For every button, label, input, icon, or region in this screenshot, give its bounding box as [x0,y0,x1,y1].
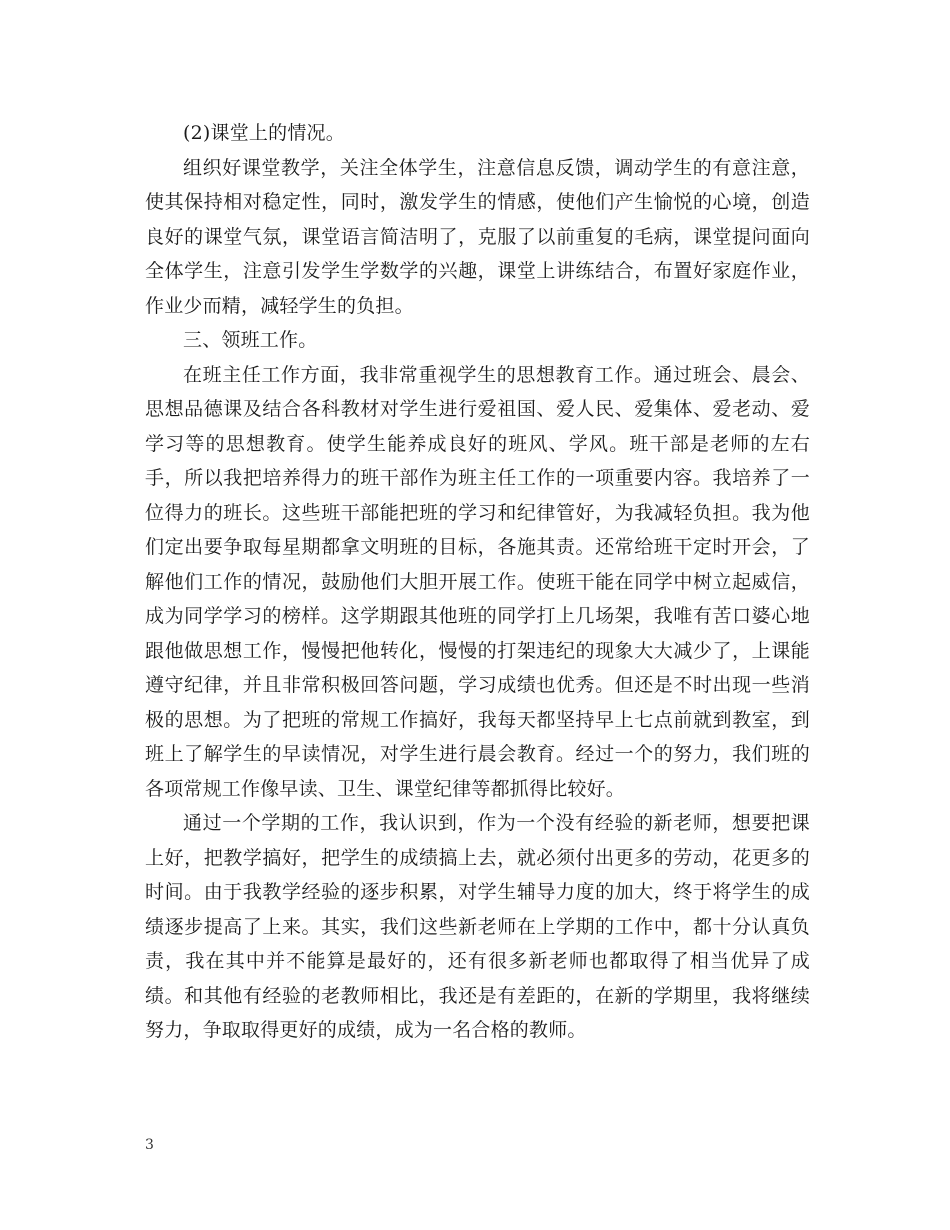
paragraph-class-leading-heading: 三、领班工作。 [183,329,318,351]
paragraph-classroom-heading: (2)课堂上的情况。 [183,122,345,144]
paragraph-head-teacher-work: 在班主任工作方面，我非常重视学生的思想教育工作。通过班会、晨会、思想品德课及结合各科教材对学生进行爱祖国、爱人民、爱集体、爱老动、爱学习等的思想教育。使学生能养成良好的班风、学风。班干部是老师的左右手，所以我把培养得力的班干部作为班主任工作的一项重要内容。我培养了一位得力的班长。这些班干部能把班的学习和纪律管好，为我减轻负担。我为他们定出要争取每星期都拿文明班的目标，各施其责。还常给班干定时开会，了解他们工作的情况，鼓励他们大胆开展工作。使班干能在同学中树立起威信，成为同学学习的榜样。这学期跟其他班的同学打上几场架，我唯有苦口婆心地跟他做思想工作，慢慢把他转化，慢慢的打架违纪的现象大大减少了，上课能遵守纪律，并且非常积极回答问题，学习成绩也优秀。但还是不时出现一些消极的思想。为了把班的常规工作搞好，我每天都坚持早上七点前就到教室，到班上了解学生的早读情况，对学生进行晨会教育。经过一个的努力，我们班的各项常规工作像早读、卫生、课堂纪律等都抓得比较好。 [145,363,810,800]
paragraph-classroom-teaching: 组织好课堂教学，关注全体学生，注意信息反馈，调动学生的有意注意，使其保持相对稳定性，同时，激发学生的情感，使他们产生愉悦的心境，创造良好的课堂气氛，课堂语言简洁明了，克服了以前重复的毛病，课堂提问面向全体学生，注意引发学生学数学的兴趣，课堂上讲练结合，布置好家庭作业，作业少而精，减轻学生的负担。 [145,156,810,317]
page-number: 3 [145,1137,154,1153]
paragraph-semester-summary: 通过一个学期的工作，我认识到，作为一个没有经验的新老师，想要把课上好，把教学搞好，把学生的成绩搞上去，就必须付出更多的劳动，花更多的时间。由于我教学经验的逐步积累，对学生辅导力度的加大，终于将学生的成绩逐步提高了上来。其实，我们这些新老师在上学期的工作中，都十分认真负责，我在其中并不能算是最好的，还有很多新老师也都取得了相当优异了成绩。和其他有经验的老教师相比，我还是有差距的，在新的学期里，我将继续努力，争取取得更好的成绩，成为一名合格的教师。 [145,812,810,1041]
document-body [145,116,810,1048]
